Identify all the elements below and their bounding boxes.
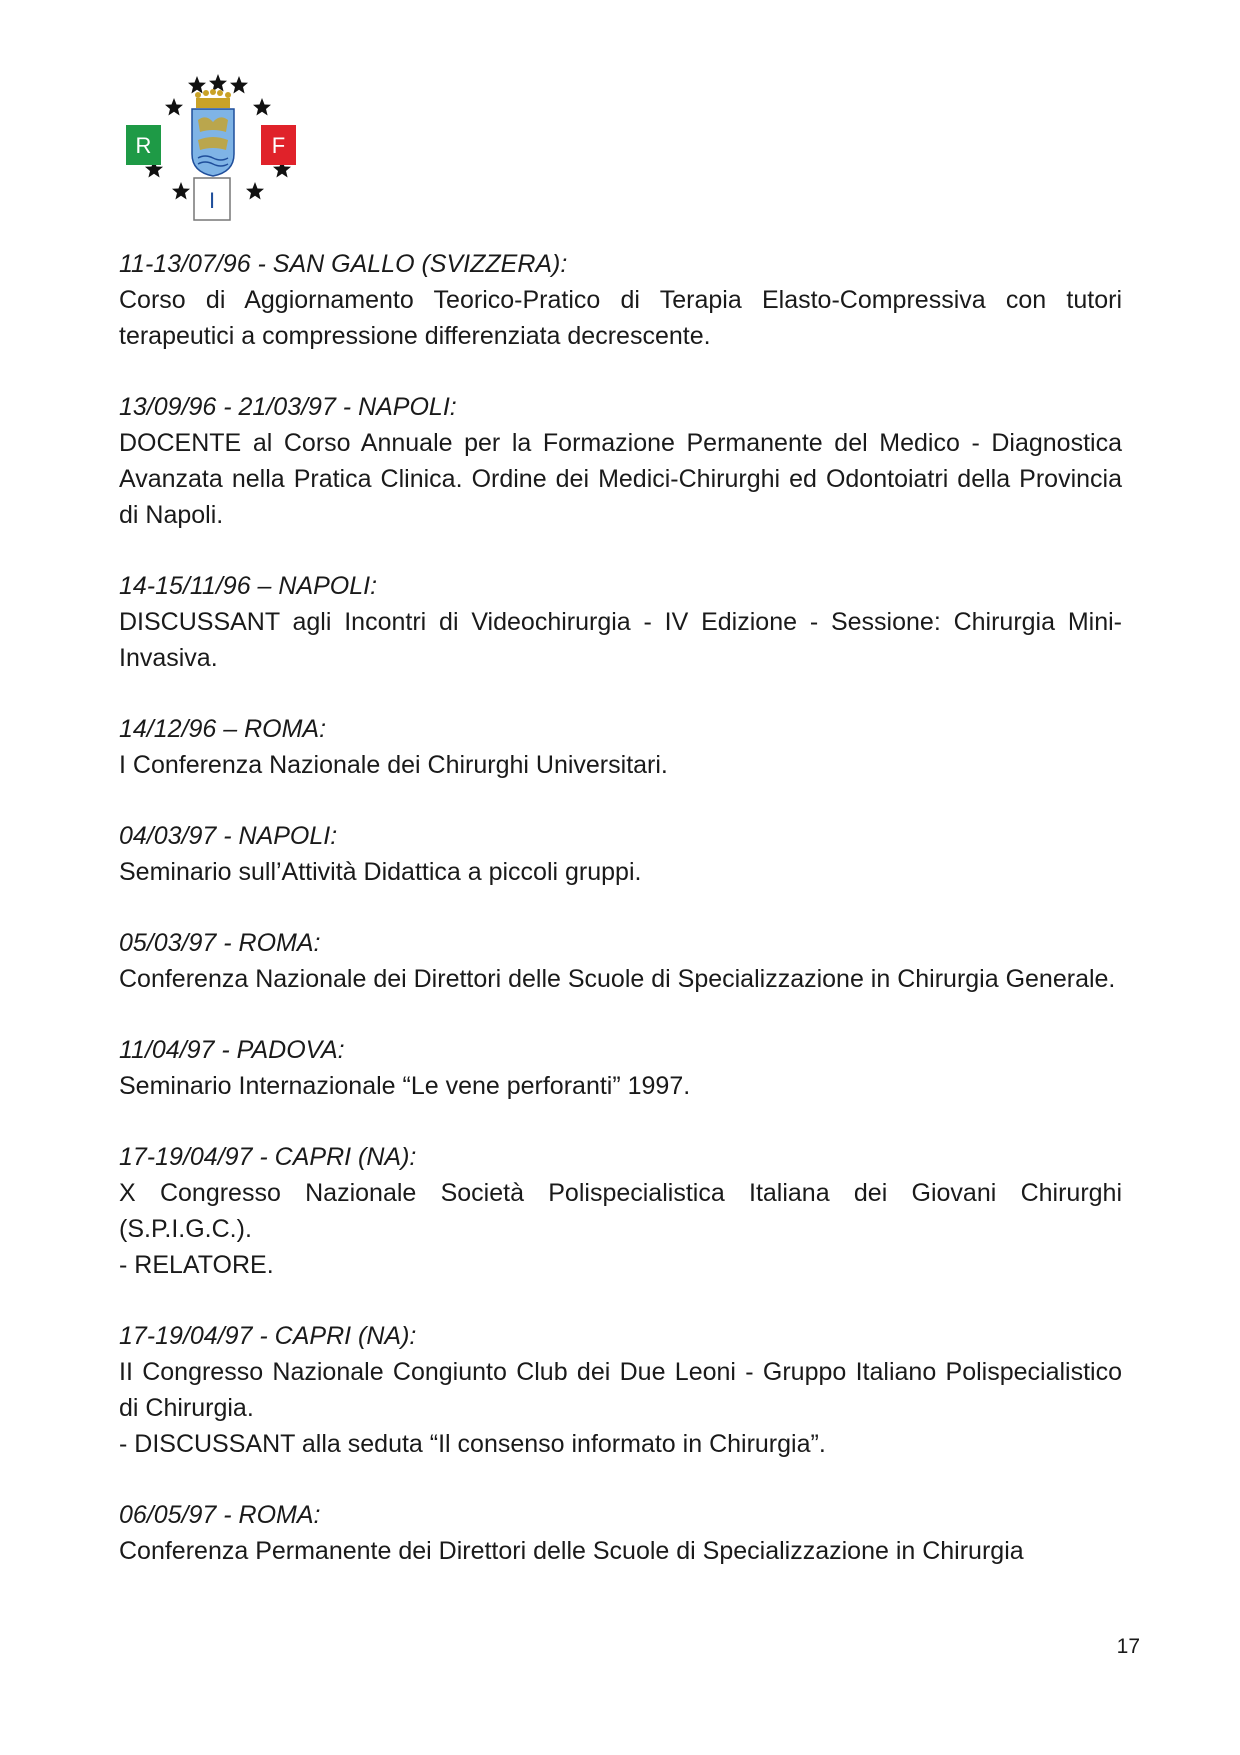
- entry-text: DOCENTE al Corso Annuale per la Formazione Permanente del Medico - Diagnostica Avanzata nella Pratica Clinica. Ordine dei Medici-Chirurghi ed Odontoiatri della Provincia di Napoli.: [119, 429, 1122, 529]
- entry-date: 05/03/97 - ROMA:: [119, 929, 321, 957]
- logo-letter-f: F: [271, 133, 286, 158]
- entry-text: Seminario Internazionale “Le vene perforanti” 1997.: [119, 1072, 691, 1100]
- entry-date: 17-19/04/97 - CAPRI (NA):: [119, 1322, 417, 1350]
- entry-text: II Congresso Nazionale Congiunto Club dei Due Leoni - Gruppo Italiano Polispecialistico di Chirurgia.: [119, 1358, 1122, 1422]
- page-number: 17: [1116, 1635, 1140, 1658]
- entry-text: Corso di Aggiornamento Teorico-Pratico di Terapia Elasto-Compressiva con tutori terapeutici a compressione differenziata decrescente.: [119, 286, 1122, 350]
- entry: [119, 1497, 1122, 1569]
- document-content: [119, 246, 1122, 1604]
- entry-date: 11-13/07/96 - SAN GALLO (SVIZZERA):: [119, 250, 568, 278]
- entry-date: 06/05/97 - ROMA:: [119, 1501, 321, 1529]
- entry-text: X Congresso Nazionale Società Polispecialistica Italiana dei Giovani Chirurghi (S.P.I.G.C.).: [119, 1179, 1122, 1243]
- entry-text: - RELATORE.: [119, 1251, 274, 1279]
- entry: [119, 1032, 1122, 1104]
- crest-icon: [192, 109, 234, 176]
- logo-letter-i: I: [208, 188, 216, 213]
- entry-date: 14/12/96 – ROMA:: [119, 715, 327, 743]
- entry: [119, 568, 1122, 676]
- entry: [119, 1318, 1122, 1462]
- entry-text: DISCUSSANT agli Incontri di Videochirurgia - IV Edizione - Sessione: Chirurgia Mini-Invasiva.: [119, 608, 1122, 672]
- entry-text: I Conferenza Nazionale dei Chirurghi Universitari.: [119, 751, 668, 779]
- entry-date: 17-19/04/97 - CAPRI (NA):: [119, 1143, 417, 1171]
- entry-text: Conferenza Nazionale dei Direttori delle Scuole di Specializzazione in Chirurgia Generale.: [119, 965, 1116, 993]
- logo-letter-r: R: [135, 133, 152, 158]
- entry: [119, 389, 1122, 533]
- entry-date: 13/09/96 - 21/03/97 - NAPOLI:: [119, 393, 457, 421]
- entry-text: Seminario sull’Attività Didattica a piccoli gruppi.: [119, 858, 642, 886]
- entry: [119, 711, 1122, 783]
- entry: [119, 818, 1122, 890]
- entry: [119, 1139, 1122, 1283]
- rfi-logo: [118, 72, 308, 232]
- entry: [119, 925, 1122, 997]
- entry-date: 04/03/97 - NAPOLI:: [119, 822, 338, 850]
- entry-date: 11/04/97 - PADOVA:: [119, 1036, 345, 1064]
- entry: [119, 246, 1122, 354]
- entry-date: 14-15/11/96 – NAPOLI:: [119, 572, 378, 600]
- entry-text: - DISCUSSANT alla seduta “Il consenso informato in Chirurgia”.: [119, 1430, 826, 1458]
- entry-text: Conferenza Permanente dei Direttori delle Scuole di Specializzazione in Chirurgia: [119, 1537, 1024, 1565]
